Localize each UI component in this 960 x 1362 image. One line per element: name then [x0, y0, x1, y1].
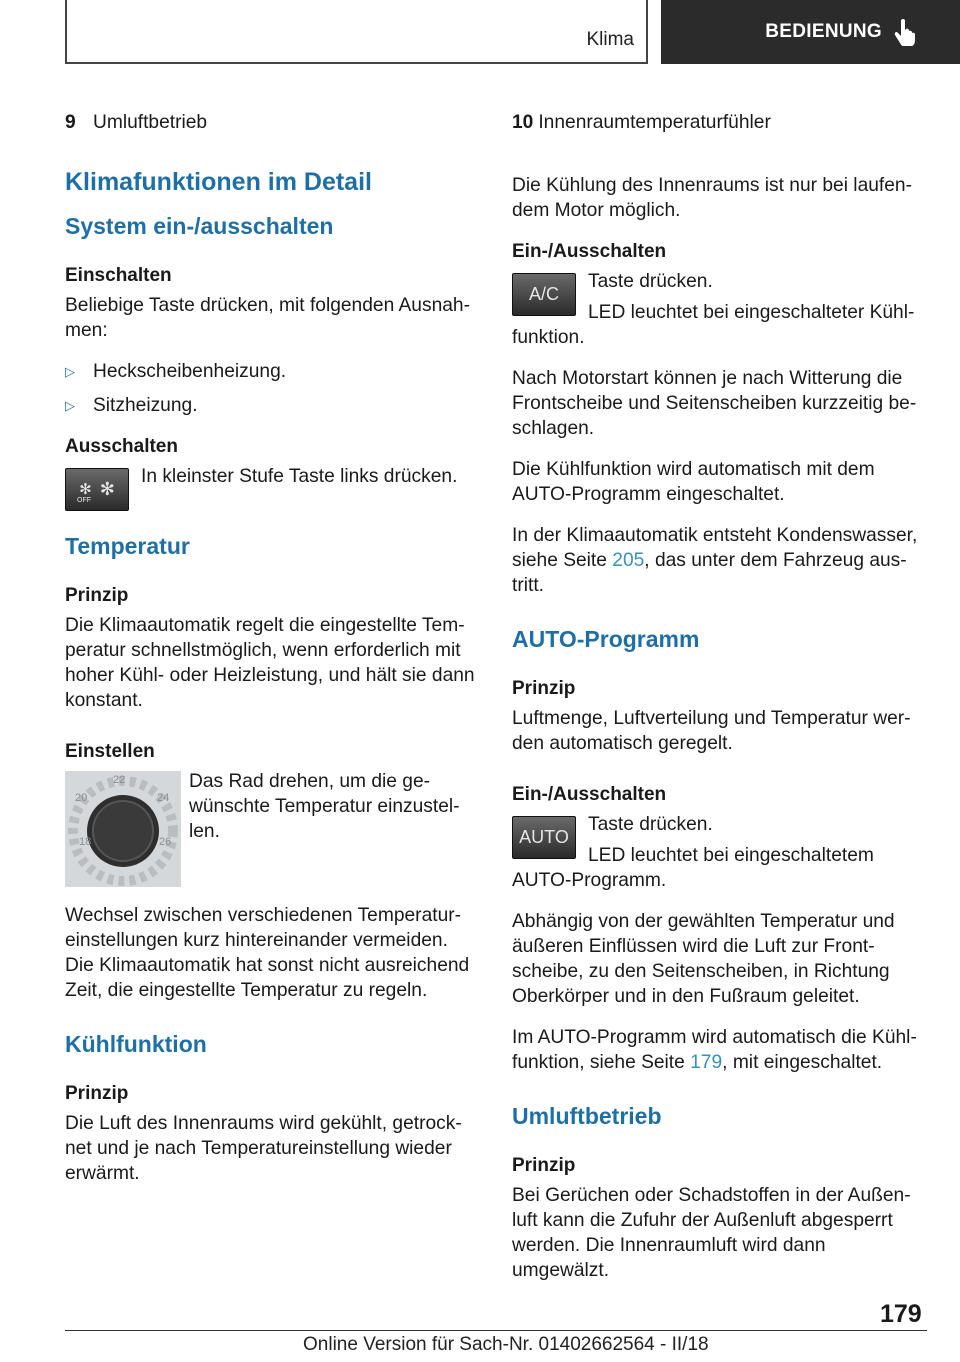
- paragraph: Abhängig von der gewählten Temperatur und äußeren Einflüssen wird die Luft zur Frontscheibe, zu den Seitenscheiben, in Richtung Oberkörper und in den Fußraum geleitet.: [512, 911, 895, 1007]
- instruction-with-image: [65, 769, 481, 891]
- section-heading-auto-programm: AUTO-Programm: [512, 626, 700, 652]
- subheading-ein-ausschalten: Ein-/Ausschalten: [512, 241, 667, 262]
- paragraph: Im AUTO-Programm wird automatisch die Kühlfunktion, siehe Seite 179, mit eingeschaltet.: [512, 1027, 917, 1073]
- footer-text: Online Version für Sach-Nr. 01402662564 - II/18: [303, 1334, 709, 1355]
- legend-number: 10: [512, 112, 534, 133]
- paragraph: Das Rad drehen, um die gewünschte Temperatur einzustellen.: [189, 771, 460, 842]
- temperature-knob-image: [65, 771, 181, 887]
- section-heading-system: System ein-/ausschalten: [65, 213, 334, 239]
- page-link[interactable]: 179: [690, 1052, 723, 1073]
- footer-divider: [65, 1330, 927, 1331]
- list-item-text: Sitzheizung.: [93, 395, 198, 416]
- page-title: Klimafunktionen im Detail: [65, 168, 372, 196]
- scale-label: 20: [75, 792, 88, 804]
- subheading-ausschalten: Ausschalten: [65, 436, 178, 457]
- fan-icon: ✻: [79, 481, 92, 498]
- auto-button-image: AUTO: [512, 816, 576, 859]
- temperature-dial-icon: [65, 771, 181, 887]
- paragraph: Die Kühlung des Innenraums ist nur bei laufendem Motor möglich.: [512, 175, 912, 221]
- list-item-text: Heckscheibenheizung.: [93, 361, 287, 382]
- instruction-with-image: [512, 812, 926, 893]
- instruction-with-image: [512, 269, 926, 350]
- paragraph: In kleinster Stufe Taste links drücken.: [141, 466, 458, 487]
- page-link[interactable]: 205: [612, 550, 645, 571]
- legend-number: 9: [65, 112, 76, 133]
- right-column: [512, 110, 926, 1299]
- paragraph: Nach Motorstart können je nach Witterung die Frontscheibe und Seitenscheiben kurzzeitig beschlagen.: [512, 368, 917, 439]
- paragraph: Beliebige Taste drücken, mit folgenden Ausnahmen:: [65, 295, 470, 341]
- subheading-einschalten: Einschalten: [65, 265, 172, 286]
- page-number: 179: [880, 1300, 922, 1328]
- paragraph: Taste drücken.: [588, 814, 713, 835]
- paragraph: Taste drücken.: [588, 271, 713, 292]
- legend-text: Innenraumtemperaturfühler: [538, 112, 771, 133]
- off-label: OFF: [77, 497, 91, 504]
- figure-legend-item: [512, 110, 926, 135]
- list-item: [65, 393, 481, 418]
- scale-label: 26: [159, 836, 172, 848]
- paragraph: LED leuchtet bei eingeschaltetem AUTO-Programm.: [512, 845, 874, 891]
- figure-legend-item: [65, 110, 481, 135]
- paragraph: Luftmenge, Luftverteilung und Temperatur werden automatisch geregelt.: [512, 708, 911, 754]
- paragraph: Die Klimaautomatik regelt die eingestellte Temperatur schnellstmöglich, wenn erforderlich mit hoher Kühl- oder Heizleistung, und hält sie dann konstant.: [65, 615, 475, 711]
- ac-button-image: A/C: [512, 273, 576, 316]
- scale-label: 22: [113, 774, 126, 786]
- paragraph: Wechsel zwischen verschiedenen Temperatureinstellungen kurz hintereinander vermeiden. Die Klimaautomatik hat sonst nicht ausreichend Zeit, die eingestellte Temperatur zu regeln.: [65, 905, 470, 1001]
- subheading-ein-ausschalten: Ein-/Ausschalten: [512, 784, 667, 805]
- scale-label: 18: [79, 836, 92, 848]
- chapter-title: BEDIENUNG: [765, 21, 882, 42]
- section-heading-umluftbetrieb: Umluftbetrieb: [512, 1103, 662, 1129]
- subheading-prinzip: Prinzip: [65, 585, 129, 606]
- subheading-prinzip: Prinzip: [512, 678, 576, 699]
- header-bar: [65, 0, 648, 64]
- left-column: [65, 110, 481, 1202]
- instruction-with-image: [65, 464, 481, 515]
- fan-off-button-image: [65, 468, 129, 511]
- paragraph: Die Kühlfunktion wird automatisch mit dem AUTO-Programm eingeschaltet.: [512, 459, 875, 505]
- scale-label: 24: [157, 792, 170, 804]
- legend-text: Umluftbetrieb: [93, 112, 208, 133]
- section-heading-kuehlfunktion: Kühlfunktion: [65, 1031, 207, 1057]
- hand-pointer-icon: [894, 18, 918, 46]
- paragraph: In der Klimaautomatik entsteht Kondenswasser, siehe Seite 205, das unter dem Fahrzeug austritt.: [512, 525, 918, 596]
- paragraph: Bei Gerüchen oder Schadstoffen in der Außenluft kann die Zufuhr der Außenluft abgesperrt werden. Die Innenraumluft wird dann umgewälzt.: [512, 1185, 911, 1281]
- subheading-prinzip: Prinzip: [512, 1155, 576, 1176]
- fan-icon: ✻: [99, 479, 115, 499]
- subheading-prinzip: Prinzip: [65, 1083, 129, 1104]
- triangle-bullet-icon: ▷: [65, 398, 75, 413]
- header-section-title: Klima: [586, 29, 634, 50]
- paragraph: Die Luft des Innenraums wird gekühlt, getrocknet und je nach Temperatureinstellung wieder erwärmt.: [65, 1113, 462, 1184]
- triangle-bullet-icon: ▷: [65, 364, 75, 379]
- list-item: [65, 359, 481, 384]
- section-heading-temperatur: Temperatur: [65, 533, 190, 559]
- chapter-tab: [661, 0, 960, 64]
- paragraph: LED leuchtet bei eingeschalteter Kühlfunktion.: [512, 302, 915, 348]
- bullet-list: [65, 359, 481, 418]
- subheading-einstellen: Einstellen: [65, 741, 155, 762]
